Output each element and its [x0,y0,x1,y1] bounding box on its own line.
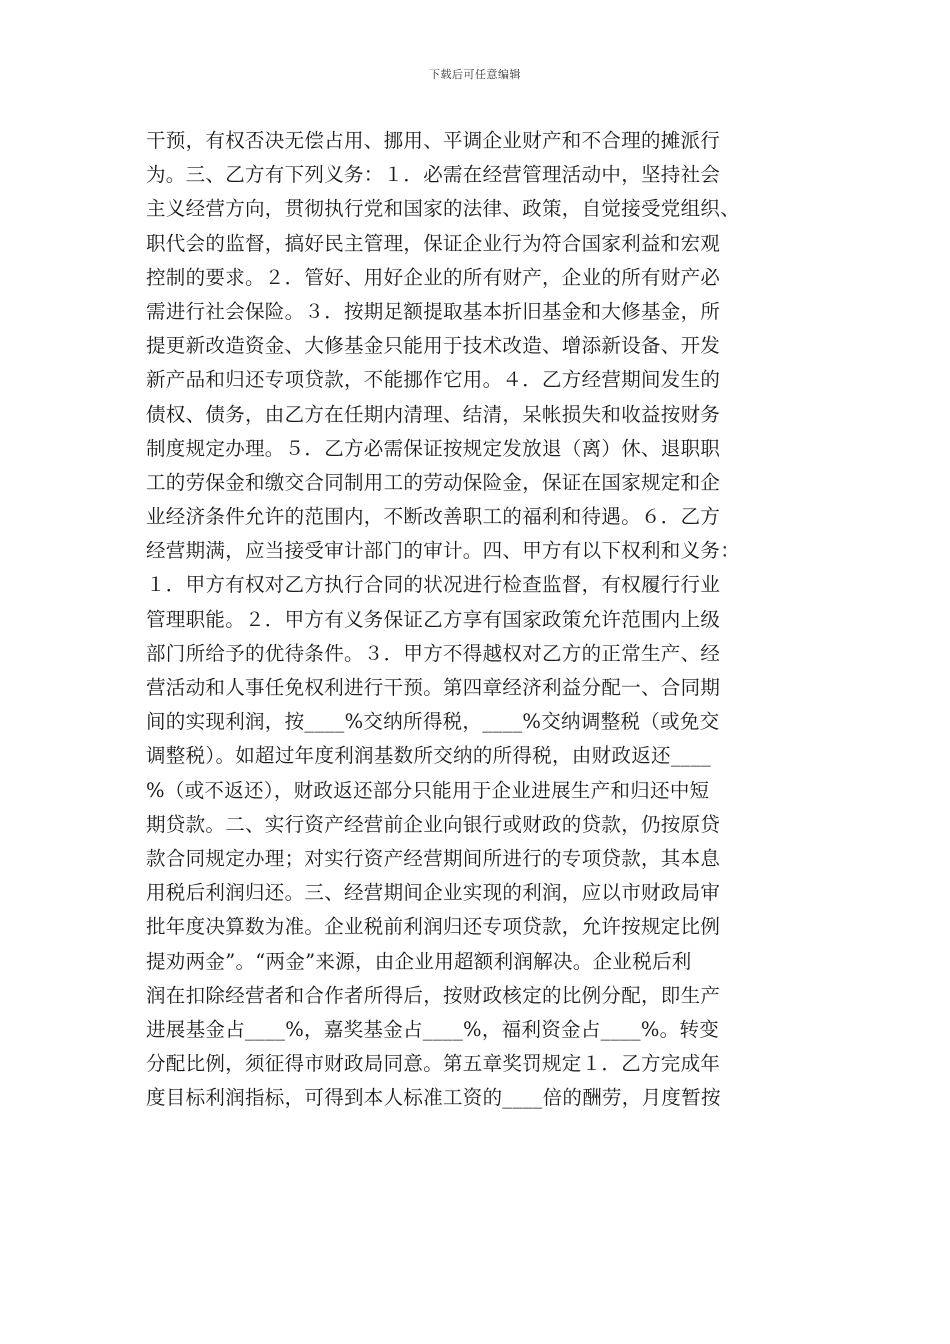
document-body [146,124,806,1115]
text-line: 提劝两金”。“两金”来源，由企业用超额利润解决。企业税后利 [146,949,692,973]
text-line: 款合同规定办理；对实行资产经营期间所进行的专项贷款，其本息 [146,846,721,870]
text-line: 润在扣除经营者和合作者所得后，按财政核定的比例分配，即生产 [146,983,721,1007]
text-line: 控制的要求。２．管好、用好企业的所有财产，企业的所有财产必 [146,265,721,289]
text-line: 制度规定办理。５．乙方必需保证按规定发放退（离）休、退职职 [146,436,721,460]
text-line: 职代会的监督，搞好民主管理，保证企业行为符合国家利益和宏观 [146,231,721,255]
text-line: 为。三、乙方有下列义务：１．必需在经营管理活动中，坚持社会 [146,163,721,187]
text-line: 债权、债务，由乙方在任期内清理、结清，呆帐损失和收益按财务 [146,402,721,426]
page-header: 下载后可任意编辑 [429,68,521,81]
text-line: 新产品和归还专项贷款，不能挪作它用。４．乙方经营期间发生的 [146,368,721,392]
text-line: 业经济条件允许的范围内，不断改善职工的福利和待遇。６．乙方 [146,505,721,529]
text-line: 用税后利润归还。三、经营期间企业实现的利润，应以市财政局审 [146,881,721,905]
text-line: 主义经营方向，贯彻执行党和国家的法律、政策，自觉接受党组织、 [146,197,741,221]
text-line: １．甲方有权对乙方执行合同的状况进行检查监督，有权履行行业 [146,573,721,597]
text-line: 调整税）。如超过年度利润基数所交纳的所得税，由财政返还____ [146,744,712,768]
text-line: 工的劳保金和缴交合同制用工的劳动保险金，保证在国家规定和企 [146,470,721,494]
text-line: 期贷款。二、实行资产经营前企业向银行或财政的贷款，仍按原贷 [146,812,721,836]
text-line: %（或不返还），财政返还部分只能用于企业进展生产和归还中短 [146,778,710,802]
text-line: 进展基金占____%，嘉奖基金占____%，福利资金占____%。转变 [146,1017,720,1041]
text-line: 批年度决算数为准。企业税前利润归还专项贷款，允许按规定比例 [146,915,721,939]
text-line: 管理职能。２．甲方有义务保证乙方享有国家政策允许范围内上级 [146,607,721,631]
text-line: 需进行社会保险。３．按期足额提取基本折旧基金和大修基金，所 [146,299,721,323]
text-line: 干预，有权否决无偿占用、挪用、平调企业财产和不合理的摊派行 [146,129,721,152]
text-line: 部门所给予的优待条件。３．甲方不得越权对乙方的正常生产、经 [146,641,721,665]
text-line: 营活动和人事任免权利进行干预。第四章经济利益分配一、合同期 [146,676,721,699]
text-line: 度目标利润指标，可得到本人标准工资的____倍的酬劳，月度暂按 [146,1086,721,1110]
text-line: 间的实现利润，按____%交纳所得税，____%交纳调整税（或免交 [146,710,720,734]
text-line: 经营期满，应当接受审计部门的审计。四、甲方有以下权利和义务： [146,539,741,563]
text-line: 分配比例，须征得市财政局同意。第五章奖罚规定１．乙方完成年 [146,1052,721,1076]
text-line: 提更新改造资金、大修基金只能用于技术改造、增添新设备、开发 [146,334,721,358]
